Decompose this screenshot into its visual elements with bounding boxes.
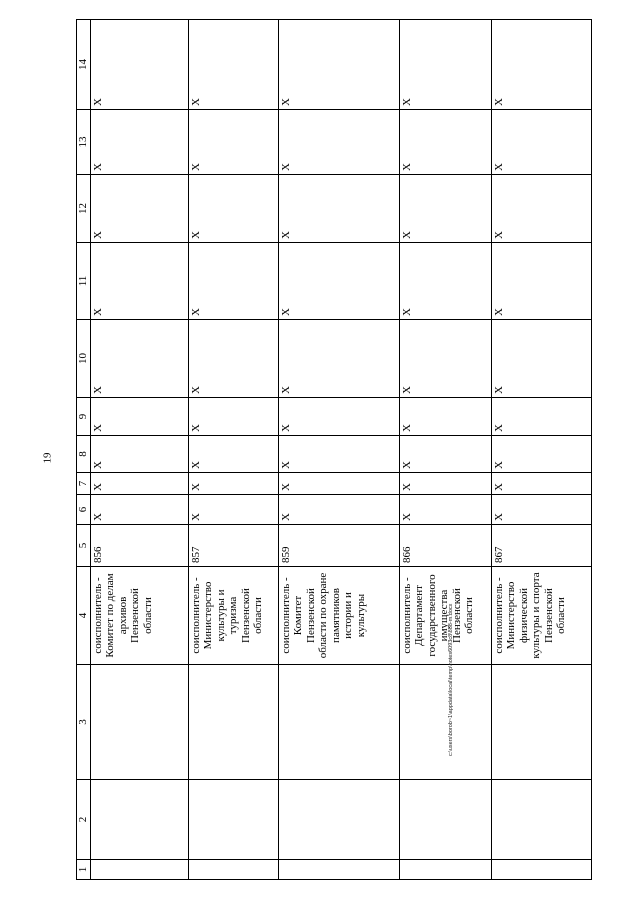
cell-col8: X <box>188 436 278 473</box>
column-header: 11 <box>77 243 91 320</box>
cell-col9: X <box>399 398 491 436</box>
cell-col11: X <box>399 243 491 320</box>
table-row <box>278 20 399 880</box>
cell-col1 <box>491 860 591 880</box>
column-header: 2 <box>77 780 91 860</box>
cell-col3 <box>399 665 491 780</box>
cell-col12: X <box>188 175 278 243</box>
cell-col14: X <box>90 20 188 110</box>
cell-col12: X <box>491 175 591 243</box>
column-header: 14 <box>77 20 91 110</box>
cell-col10: X <box>491 320 591 398</box>
table-row <box>188 20 278 880</box>
cell-col2 <box>188 780 278 860</box>
cell-col6: X <box>278 495 399 525</box>
cell-col14: X <box>188 20 278 110</box>
cell-col13: X <box>188 110 278 175</box>
cell-col13: X <box>90 110 188 175</box>
cell-col13: X <box>278 110 399 175</box>
cell-col13: X <box>399 110 491 175</box>
column-header: 7 <box>77 473 91 495</box>
cell-col7: X <box>90 473 188 495</box>
cell-col9: X <box>278 398 399 436</box>
cell-col7: X <box>399 473 491 495</box>
cell-col8: X <box>491 436 591 473</box>
cell-col13: X <box>491 110 591 175</box>
column-header: 4 <box>77 567 91 665</box>
cell-col10: X <box>399 320 491 398</box>
cell-executor: соисполнитель - Департамент государственного имущества Пензенской области <box>399 567 491 665</box>
cell-col8: X <box>278 436 399 473</box>
footer-file-path: c:\users\borob~1\appdata\local\temp\notes6093c8\888-m.docx <box>448 603 454 756</box>
cell-col6: X <box>188 495 278 525</box>
cell-col14: X <box>399 20 491 110</box>
cell-col2 <box>90 780 188 860</box>
cell-col6: X <box>90 495 188 525</box>
cell-col1 <box>399 860 491 880</box>
cell-col12: X <box>278 175 399 243</box>
cell-col6: X <box>491 495 591 525</box>
cell-col10: X <box>188 320 278 398</box>
cell-col12: X <box>90 175 188 243</box>
cell-col12: X <box>399 175 491 243</box>
cell-col11: X <box>491 243 591 320</box>
cell-code: 856 <box>90 525 188 567</box>
cell-col9: X <box>491 398 591 436</box>
cell-col2 <box>278 780 399 860</box>
cell-col2 <box>399 780 491 860</box>
cell-code: 866 <box>399 525 491 567</box>
cell-col7: X <box>278 473 399 495</box>
cell-col3 <box>491 665 591 780</box>
column-header: 10 <box>77 320 91 398</box>
cell-col7: X <box>491 473 591 495</box>
column-header: 6 <box>77 495 91 525</box>
cell-col3 <box>278 665 399 780</box>
column-header: 9 <box>77 398 91 436</box>
cell-col10: X <box>278 320 399 398</box>
column-header: 1 <box>77 860 91 880</box>
cell-col9: X <box>90 398 188 436</box>
cell-col8: X <box>90 436 188 473</box>
cell-col14: X <box>278 20 399 110</box>
rotated-table-container <box>76 20 578 880</box>
column-header: 13 <box>77 110 91 175</box>
column-header: 8 <box>77 436 91 473</box>
cell-col9: X <box>188 398 278 436</box>
cell-code: 859 <box>278 525 399 567</box>
cell-col11: X <box>188 243 278 320</box>
program-table <box>76 19 592 880</box>
cell-col10: X <box>90 320 188 398</box>
cell-executor: соисполнитель - Комитет по делам архивов Пензенской области <box>90 567 188 665</box>
cell-col1 <box>90 860 188 880</box>
column-header: 5 <box>77 525 91 567</box>
table-row <box>491 20 591 880</box>
cell-executor: соисполнитель - Министерство физической культуры и спорта Пензенской области <box>491 567 591 665</box>
cell-col2 <box>491 780 591 860</box>
page-number: 19 <box>41 452 54 464</box>
cell-col1 <box>278 860 399 880</box>
table-row <box>90 20 188 880</box>
cell-col11: X <box>90 243 188 320</box>
cell-col7: X <box>188 473 278 495</box>
cell-code: 857 <box>188 525 278 567</box>
cell-code: 867 <box>491 525 591 567</box>
cell-col3 <box>90 665 188 780</box>
table-row <box>399 20 491 880</box>
cell-col6: X <box>399 495 491 525</box>
header-row <box>77 20 91 880</box>
column-header: 12 <box>77 175 91 243</box>
cell-executor: соисполнитель - Комитет Пензенской области по охране памятников истории и культуры <box>278 567 399 665</box>
cell-col14: X <box>491 20 591 110</box>
column-header: 3 <box>77 665 91 780</box>
cell-executor: соисполнитель - Министерство культуры и туризма Пензенской области <box>188 567 278 665</box>
cell-col1 <box>188 860 278 880</box>
cell-col8: X <box>399 436 491 473</box>
cell-col11: X <box>278 243 399 320</box>
cell-col3 <box>188 665 278 780</box>
